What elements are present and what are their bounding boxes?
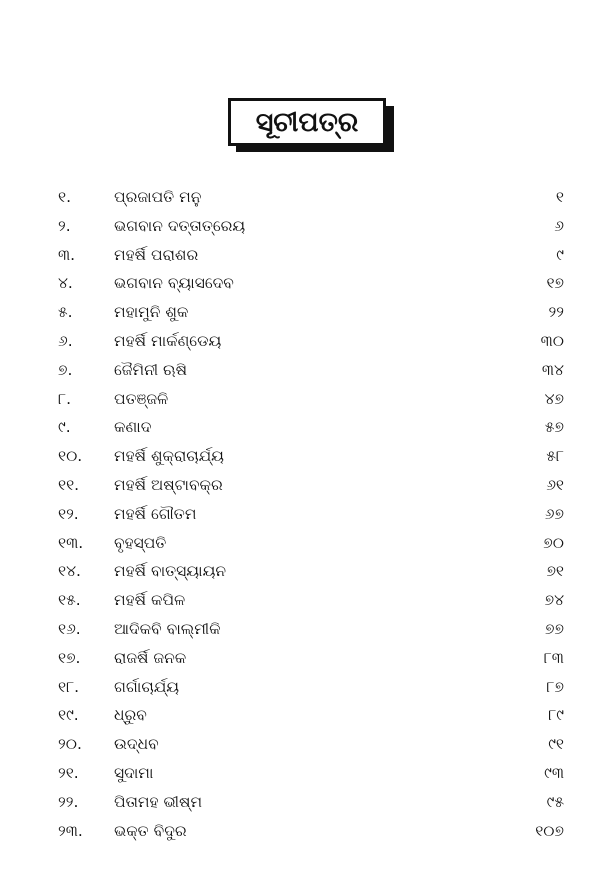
toc-entry: [0, 327, 600, 356]
toc-entry: [0, 701, 600, 730]
toc-entry: [0, 183, 600, 212]
toc-entry-page: ୯୩: [544, 763, 564, 782]
toc-entry-page: ୭୧: [546, 562, 564, 581]
toc-entry-title: ମହର୍ଷି ପରାଶର: [114, 245, 199, 264]
toc-entry-title: ପତଞ୍ଜଳି: [114, 389, 169, 408]
toc-entry: [0, 471, 600, 500]
toc-entry-number: ୧୭.: [58, 648, 81, 667]
toc-entry: [0, 788, 600, 817]
toc-entry-title: ଭକ୍ତ ବିଦୁର: [114, 821, 187, 840]
toc-entry-number: ୧୬.: [58, 619, 81, 638]
toc-entry-title: ମହର୍ଷି କପିଳ: [114, 591, 186, 610]
toc-entry-number: ୨୩.: [58, 821, 83, 840]
toc-entry-number: ୬.: [58, 331, 73, 350]
toc-entry-number: ୨୦.: [58, 735, 82, 754]
toc-entry-title: ମହର୍ଷି ଗୌତମ: [114, 504, 197, 523]
toc-entry-page: ୭୪: [544, 591, 564, 610]
toc-entry-title: ରାଜର୍ଷି ଜନକ: [114, 648, 187, 667]
toc-entry-page: ୫୮: [546, 447, 564, 466]
toc-entry-title: ମହର୍ଷି ଶୁକ୍ରାଚାର୍ଯ୍ୟ: [114, 447, 224, 466]
toc-entry-page: ୩୪: [541, 360, 564, 379]
toc-entry-number: ୪.: [58, 274, 73, 293]
toc-entry-number: ୧୪.: [58, 562, 81, 581]
toc-entry-title: ସୁଦାମା: [114, 763, 154, 782]
toc-entry-page: ୮୩: [543, 648, 564, 667]
toc-entry-page: ୬୧: [546, 475, 564, 494]
toc-entry-page: ୧୦୭: [535, 821, 564, 840]
toc-entry-number: ୨.: [58, 216, 71, 235]
toc-entry: [0, 385, 600, 414]
toc-entry-page: ୪୭: [544, 389, 564, 408]
toc-entry: [0, 557, 600, 586]
toc-entry: [0, 759, 600, 788]
title-box: [228, 98, 386, 146]
toc-entry-number: ୨୧.: [58, 763, 79, 782]
toc-entry-title: ବୃହସ୍ପତି: [114, 533, 167, 552]
toc-entry-title: ଭଗବାନ ବ୍ୟାସଦେବ: [114, 274, 234, 293]
toc-entry: [0, 212, 600, 241]
toc-entry-title: ମହାମୁନି ଶୁକ: [114, 303, 189, 322]
toc-entry: [0, 442, 600, 471]
toc-entry-title: ମହର୍ଷି ଅଷ୍ଟାବକ୍ର: [114, 475, 223, 494]
toc-entry-page: ୬: [554, 216, 564, 235]
toc-entry-title: ପ୍ରଜାପତି ମନୁ: [114, 188, 202, 206]
toc-entry-number: ୧.: [58, 188, 72, 206]
toc-entry: [0, 586, 600, 615]
toc-entry: [0, 644, 600, 673]
toc-entry: [0, 269, 600, 298]
toc-entry-title: ଉଦ୍ଧବ: [114, 735, 159, 754]
toc-entry-number: ୧୮.: [58, 677, 80, 696]
toc-entry-number: ୧୩.: [58, 533, 84, 552]
toc-entry-page: ୧: [555, 188, 564, 206]
toc-entry: [0, 356, 600, 385]
toc-entry-title: ମହର୍ଷି ମାର୍କଣ୍ଡେୟ: [114, 331, 222, 350]
toc-entry-title: ମହର୍ଷି ବାତ୍ସ୍ୟାୟନ: [114, 562, 227, 581]
toc-entry-page: ୯୫: [546, 792, 564, 811]
toc-entry-title: ଭଗବାନ ଦତ୍ତାତ୍ରେୟ: [114, 216, 246, 235]
toc-entry-page: ୨୨: [548, 303, 564, 322]
toc-entry-number: ୩.: [58, 245, 76, 264]
title-frame: [228, 98, 392, 148]
toc-entry-title: ଧ୍ରୁବ: [114, 706, 147, 725]
toc-entry: [0, 817, 600, 846]
toc-entry: [0, 673, 600, 702]
toc-entry: [0, 529, 600, 558]
toc-entry-page: ୭୭: [545, 619, 564, 638]
toc-entry: [0, 413, 600, 442]
toc-entry-title: କଣାଦ: [114, 418, 152, 437]
toc-entry-page: ୮୯: [548, 706, 564, 725]
toc-entry-number: ୨୨.: [58, 792, 79, 811]
toc-entry-page: ୩୦: [540, 331, 564, 350]
toc-entry-page: ୬୭: [544, 504, 564, 523]
toc-entry: [0, 615, 600, 644]
toc-entry-page: ୮୭: [546, 677, 564, 696]
toc-entry-number: ୧୦.: [58, 447, 83, 466]
toc-entry-number: ୧୯.: [58, 706, 79, 725]
toc-entry-page: ୯୧: [548, 735, 564, 754]
toc-entry-number: ୧୨.: [58, 504, 79, 523]
toc-entry: [0, 241, 600, 270]
toc-entry-number: ୫.: [58, 303, 73, 322]
page-title: ସୂଚୀପତ୍ର: [255, 106, 359, 138]
toc-entry-title: ଗର୍ଗାଚାର୍ଯ୍ୟ: [114, 677, 180, 696]
toc-entry-title: ଆଦିକବି ବାଲ୍ମୀକି: [114, 619, 221, 638]
toc-entry: [0, 500, 600, 529]
toc-entry-page: ୯: [556, 245, 564, 264]
toc-entry-page: ୧୭: [546, 274, 564, 293]
toc-entry: [0, 298, 600, 327]
toc-entry-title: ଜୈମିନୀ ଋଷି: [114, 360, 188, 379]
toc-entry-title: ପିତାମହ ଭୀଷ୍ମ: [114, 792, 203, 811]
toc-entry-page: ୭୦: [543, 533, 564, 552]
toc-list: [0, 183, 600, 845]
toc-entry: [0, 730, 600, 759]
toc-entry-number: ୧୫.: [58, 591, 81, 610]
toc-entry-number: ୧୧.: [58, 475, 80, 494]
toc-entry-number: ୮.: [58, 389, 72, 408]
toc-entry-number: ୯.: [58, 418, 71, 437]
toc-entry-number: ୭.: [58, 360, 73, 379]
toc-entry-page: ୫୭: [544, 418, 564, 437]
